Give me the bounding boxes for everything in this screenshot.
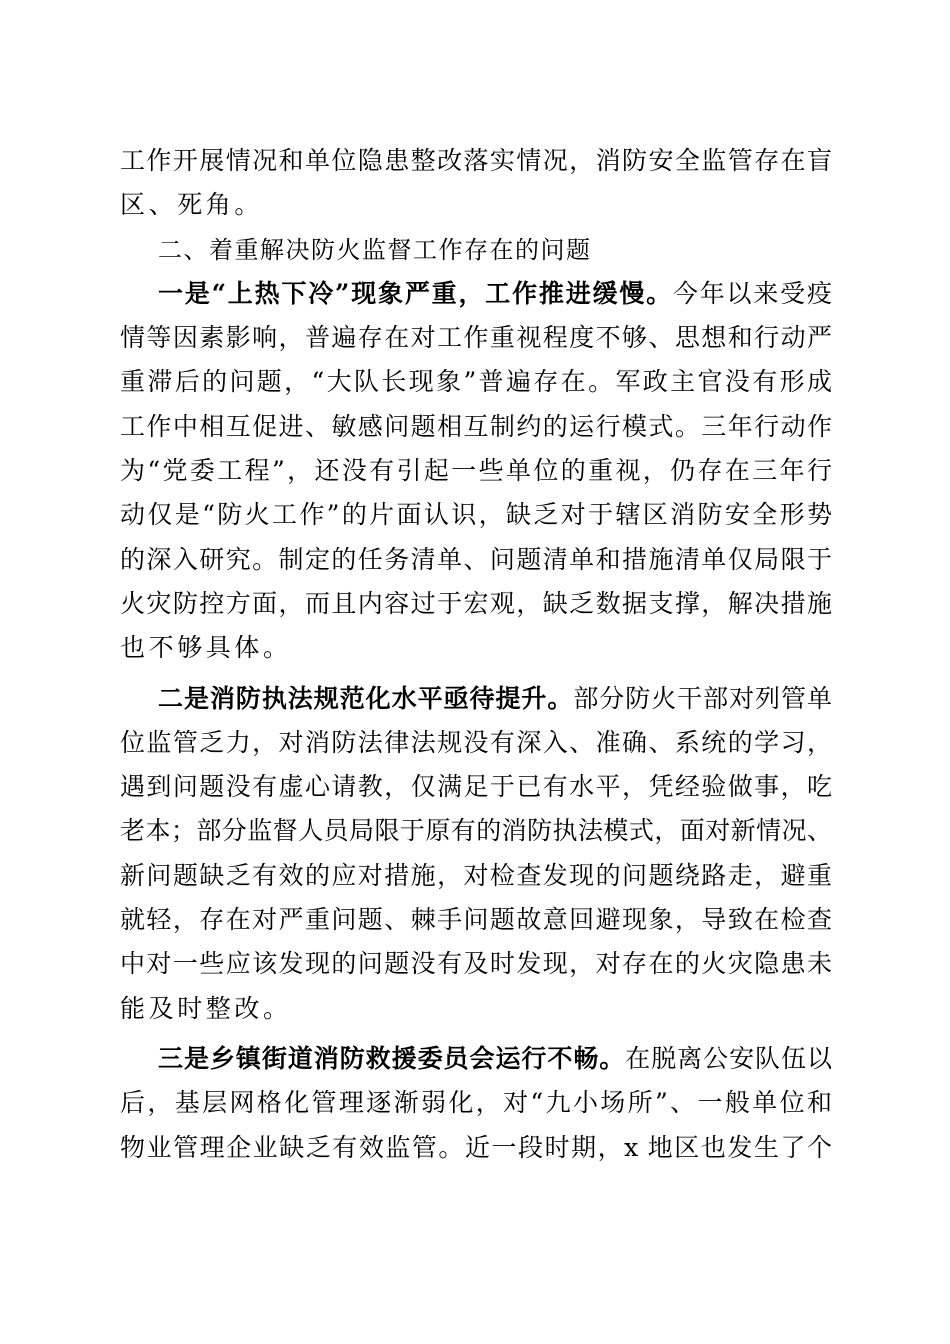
line-text: 重滞后的问题，“大队长现象”普遍存在。军政主官没有形成 [120,367,832,397]
paragraph-lead: 一是“上热下冷”现象严重，工作推进缓慢。 [158,278,673,308]
line-text: 二、着重解决防火监督工作存在的问题 [158,235,592,264]
text-line [120,626,832,670]
line-text: 中对一些应该发现的问题没有及时发现，对存在的火灾隐患未 [120,949,832,979]
line-text: 今年以来受疫 [672,278,832,308]
text-line [120,582,832,626]
text-line [120,1081,832,1125]
line-text: 在脱离公安队伍以 [625,1043,832,1073]
text-line [120,139,832,183]
line-text: 能及时整改。 [120,993,292,1023]
text-line [120,493,832,537]
line-text: 情等因素影响，普遍存在对工作重视程度不够、思想和行动严 [120,323,832,353]
paragraph-lead: 三是乡镇街道消防救援委员会运行不畅。 [158,1043,626,1073]
text-line [120,449,832,493]
line-text: 工作开展情况和单位隐患整改落实情况，消防安全监管存在盲 [120,146,832,175]
text-line [120,316,832,360]
line-text: 的深入研究。制定的任务清单、问题清单和措施清单仅局限于 [120,544,832,574]
text-line [120,809,832,853]
section-heading [120,228,832,272]
text-line [120,183,832,227]
line-text: 位监管乏力，对消防法律法规没有深入、准确、系统的学习， [120,727,832,757]
text-line [120,360,832,404]
text-line [120,765,832,809]
line-text: 动仅是“防火工作”的片面认识，缺乏对于辖区消防安全形势 [120,500,832,530]
text-line [120,1037,832,1081]
paragraph-lead: 二是消防执法规范化水平亟待提升。 [158,683,574,713]
line-text: 为“党委工程”，还没有引起一些单位的重视，仍存在三年行 [120,456,832,486]
text-line [120,272,832,316]
text-line [120,898,832,942]
line-text: 部分防火干部对列管单 [573,683,832,713]
line-text: 火灾防控方面，而且内容过于宏观，缺乏数据支撑，解决措施 [120,588,832,618]
text-line [120,538,832,582]
text-line [120,405,832,449]
text-line [120,1126,832,1170]
text-line [120,854,832,898]
text-line [120,677,832,721]
line-text: 就轻，存在对严重问题、棘手问题故意回避现象，导致在检查 [120,905,832,935]
text-line [120,942,832,986]
line-text: 也不够具体。 [120,633,292,663]
text-line [120,721,832,765]
text-line [120,987,832,1031]
document-body [120,139,832,1170]
line-text: 物业管理企业缺乏有效监管。近一段时期，x 地区也发生了个 [120,1132,832,1162]
line-text: 遇到问题没有虚心请教，仅满足于已有水平，凭经验做事，吃 [120,772,832,802]
line-text: 工作中相互促进、敏感问题相互制约的运行模式。三年行动作 [120,411,832,441]
line-text: 后，基层网格化管理逐渐弱化，对“九小场所”、一般单位和 [120,1088,832,1118]
line-text: 新问题缺乏有效的应对措施，对检查发现的问题绕路走，避重 [120,860,832,890]
line-text: 老本；部分监督人员局限于原有的消防执法模式，面对新情况、 [120,816,832,846]
line-text: 区、死角。 [120,190,264,220]
